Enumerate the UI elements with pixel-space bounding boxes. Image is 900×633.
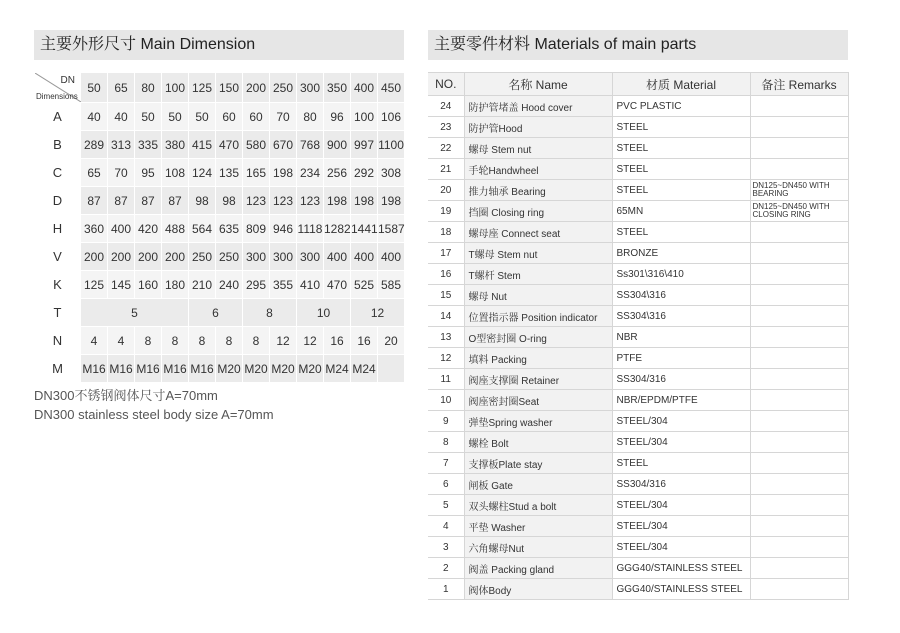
materials-row xyxy=(428,159,848,180)
dn-header-cell: 350 xyxy=(324,73,351,103)
part-no: 17 xyxy=(428,243,464,264)
dimension-row xyxy=(35,243,405,271)
dimension-cell: M20 xyxy=(297,355,324,383)
dimension-cell: 200 xyxy=(81,243,108,271)
dimension-cell-merged: 6 xyxy=(189,299,243,327)
part-material: STEEL xyxy=(612,222,750,243)
corner-dimensions-label: Dimensions xyxy=(36,92,78,101)
part-material: STEEL/304 xyxy=(612,537,750,558)
dimension-cell-merged: 12 xyxy=(351,299,405,327)
part-no: 10 xyxy=(428,390,464,411)
materials-row xyxy=(428,306,848,327)
materials-row xyxy=(428,558,848,579)
dimension-cell: 313 xyxy=(108,131,135,159)
part-no: 23 xyxy=(428,117,464,138)
dimension-cell: 1118 xyxy=(297,215,324,243)
part-name: T螺杆 Stem xyxy=(464,264,612,285)
row-label: C xyxy=(35,159,81,187)
dimension-cell: 123 xyxy=(270,187,297,215)
part-remarks xyxy=(750,411,848,432)
dimension-cell: 180 xyxy=(162,271,189,299)
dimension-cell: 250 xyxy=(189,243,216,271)
part-remarks xyxy=(750,369,848,390)
materials-row xyxy=(428,432,848,453)
part-remarks xyxy=(750,495,848,516)
part-remarks xyxy=(750,432,848,453)
part-material: SS304\316 xyxy=(612,306,750,327)
part-material: SS304/316 xyxy=(612,369,750,390)
dn-header-cell: 50 xyxy=(81,73,108,103)
dimension-cell: 198 xyxy=(378,187,405,215)
part-remarks xyxy=(750,243,848,264)
part-no: 6 xyxy=(428,474,464,495)
dimension-row xyxy=(35,215,405,243)
part-name: 位置指示器 Position indicator xyxy=(464,306,612,327)
part-remarks xyxy=(750,537,848,558)
materials-row xyxy=(428,348,848,369)
dimension-cell: 470 xyxy=(216,131,243,159)
dimension-cell: 1282 xyxy=(324,215,351,243)
materials-row xyxy=(428,474,848,495)
dimension-cell: 809 xyxy=(243,215,270,243)
part-remarks xyxy=(750,390,848,411)
part-material: STEEL/304 xyxy=(612,516,750,537)
materials-row xyxy=(428,138,848,159)
dimension-cell: 198 xyxy=(324,187,351,215)
part-no: 8 xyxy=(428,432,464,453)
part-name: 螺母 Nut xyxy=(464,285,612,306)
dimension-cell: 292 xyxy=(351,159,378,187)
part-remarks xyxy=(750,264,848,285)
part-material: STEEL/304 xyxy=(612,432,750,453)
dimension-cell: M16 xyxy=(162,355,189,383)
dimension-cell: 1587 xyxy=(378,215,405,243)
row-label: A xyxy=(35,103,81,131)
dimension-cell: 50 xyxy=(189,103,216,131)
dimension-cell: 40 xyxy=(108,103,135,131)
note-en: DN300 stainless steel body size A=70mm xyxy=(34,407,274,422)
part-no: 14 xyxy=(428,306,464,327)
dimension-cell-merged: 10 xyxy=(297,299,351,327)
dimension-cell: 4 xyxy=(108,327,135,355)
part-name: T螺母 Stem nut xyxy=(464,243,612,264)
part-remarks xyxy=(750,159,848,180)
part-material: SS304\316 xyxy=(612,285,750,306)
dimension-row xyxy=(35,103,405,131)
dimension-cell: 200 xyxy=(108,243,135,271)
dimension-cell: 200 xyxy=(135,243,162,271)
dimension-row xyxy=(35,131,405,159)
part-no: 18 xyxy=(428,222,464,243)
part-name: 阀座密封圈Seat xyxy=(464,390,612,411)
dimension-cell: 98 xyxy=(189,187,216,215)
dimension-cell: 8 xyxy=(216,327,243,355)
part-name: 支撑板Plate stay xyxy=(464,453,612,474)
dimension-cell: 400 xyxy=(324,243,351,271)
part-remarks xyxy=(750,516,848,537)
dimension-cell: M16 xyxy=(189,355,216,383)
dimension-cell: 20 xyxy=(378,327,405,355)
header-remarks: 备注 Remarks xyxy=(750,73,848,96)
dimension-cell: M24 xyxy=(324,355,351,383)
dimension-cell: M16 xyxy=(108,355,135,383)
dimension-cell: M20 xyxy=(216,355,243,383)
materials-row xyxy=(428,537,848,558)
part-material: GGG40/STAINLESS STEEL xyxy=(612,558,750,579)
part-remarks xyxy=(750,327,848,348)
dimension-cell: M16 xyxy=(81,355,108,383)
dimension-cell: 98 xyxy=(216,187,243,215)
materials-row xyxy=(428,201,848,222)
dimension-cell: 300 xyxy=(297,243,324,271)
part-name: 螺母座 Connect seat xyxy=(464,222,612,243)
part-no: 2 xyxy=(428,558,464,579)
materials-row xyxy=(428,243,848,264)
part-name: 平垫 Washer xyxy=(464,516,612,537)
dimension-cell: 87 xyxy=(108,187,135,215)
note-cn: DN300不锈钢阀体尺寸A=70mm xyxy=(34,388,218,403)
dn-header-cell: 250 xyxy=(270,73,297,103)
part-material: STEEL xyxy=(612,453,750,474)
part-remarks: DN125~DN450 WITH CLOSING RING xyxy=(750,201,848,222)
materials-row xyxy=(428,411,848,432)
dimension-cell: 295 xyxy=(243,271,270,299)
dimension-cell: 108 xyxy=(162,159,189,187)
part-remarks: DN125~DN450 WITH BEARING xyxy=(750,180,848,201)
dimension-cell: 997 xyxy=(351,131,378,159)
dimension-cell: 8 xyxy=(189,327,216,355)
part-material: SS304/316 xyxy=(612,474,750,495)
part-remarks xyxy=(750,474,848,495)
part-name: O型密封圈 O-ring xyxy=(464,327,612,348)
dimension-cell: 60 xyxy=(243,103,270,131)
part-remarks xyxy=(750,348,848,369)
dimension-cell: 12 xyxy=(270,327,297,355)
materials-row xyxy=(428,180,848,201)
part-no: 9 xyxy=(428,411,464,432)
dimension-cell: 400 xyxy=(108,215,135,243)
materials-row xyxy=(428,117,848,138)
row-label: N xyxy=(35,327,81,355)
dimension-cell: 240 xyxy=(216,271,243,299)
part-no: 7 xyxy=(428,453,464,474)
dimension-cell: 380 xyxy=(162,131,189,159)
part-no: 1 xyxy=(428,579,464,600)
dimension-cell: 415 xyxy=(189,131,216,159)
row-label: V xyxy=(35,243,81,271)
materials-row xyxy=(428,453,848,474)
dimension-cell: 40 xyxy=(81,103,108,131)
dimension-cell: 768 xyxy=(297,131,324,159)
part-no: 21 xyxy=(428,159,464,180)
part-no: 20 xyxy=(428,180,464,201)
corner-dn-label: DN xyxy=(60,75,75,86)
dimension-cell: 564 xyxy=(189,215,216,243)
part-no: 3 xyxy=(428,537,464,558)
materials-row xyxy=(428,96,848,117)
dn-header-cell: 125 xyxy=(189,73,216,103)
dimension-row xyxy=(35,159,405,187)
dimension-cell: 488 xyxy=(162,215,189,243)
part-remarks xyxy=(750,558,848,579)
dimension-cell: M24 xyxy=(351,355,378,383)
dimension-table xyxy=(34,72,405,383)
dimension-row xyxy=(35,187,405,215)
dimension-cell: 8 xyxy=(243,327,270,355)
dn-header-cell: 300 xyxy=(297,73,324,103)
materials-header-row xyxy=(428,73,848,96)
dimension-cell: M20 xyxy=(243,355,270,383)
part-material: GGG40/STAINLESS STEEL xyxy=(612,579,750,600)
part-remarks xyxy=(750,96,848,117)
dimension-cell: 335 xyxy=(135,131,162,159)
dimension-cell: 50 xyxy=(162,103,189,131)
dimension-cell: 96 xyxy=(324,103,351,131)
part-remarks xyxy=(750,117,848,138)
dimension-cell: 165 xyxy=(243,159,270,187)
dimension-cell: 308 xyxy=(378,159,405,187)
dimension-cell: 420 xyxy=(135,215,162,243)
dimension-cell: M16 xyxy=(135,355,162,383)
dimension-cell: 16 xyxy=(351,327,378,355)
row-label: T xyxy=(35,299,81,327)
part-material: STEEL xyxy=(612,117,750,138)
part-material: BRONZE xyxy=(612,243,750,264)
dimension-cell: 145 xyxy=(108,271,135,299)
dimension-cell: 12 xyxy=(297,327,324,355)
dimension-cell: 670 xyxy=(270,131,297,159)
dimension-cell: 635 xyxy=(216,215,243,243)
materials-row xyxy=(428,579,848,600)
dn-header-cell: 80 xyxy=(135,73,162,103)
materials-row xyxy=(428,516,848,537)
dimension-cell: 8 xyxy=(162,327,189,355)
dimension-cell: 289 xyxy=(81,131,108,159)
dimension-cell: 1100 xyxy=(378,131,405,159)
part-material: Ss301\316\410 xyxy=(612,264,750,285)
row-label: M xyxy=(35,355,81,383)
part-name: 阀盖 Packing gland xyxy=(464,558,612,579)
row-label: H xyxy=(35,215,81,243)
dimension-cell: 360 xyxy=(81,215,108,243)
dimension-cell: 160 xyxy=(135,271,162,299)
part-name: 六角螺母Nut xyxy=(464,537,612,558)
dimension-cell: 50 xyxy=(135,103,162,131)
part-no: 16 xyxy=(428,264,464,285)
part-no: 22 xyxy=(428,138,464,159)
dimension-cell: 400 xyxy=(378,243,405,271)
materials-row xyxy=(428,264,848,285)
dimension-cell xyxy=(378,355,405,383)
dn-header-cell: 400 xyxy=(351,73,378,103)
dimension-cell: 8 xyxy=(135,327,162,355)
part-material: NBR/EPDM/PTFE xyxy=(612,390,750,411)
part-remarks xyxy=(750,579,848,600)
dn-header-cell: 65 xyxy=(108,73,135,103)
row-label: B xyxy=(35,131,81,159)
part-name: 闸板 Gate xyxy=(464,474,612,495)
part-material: NBR xyxy=(612,327,750,348)
dimension-cell: 198 xyxy=(351,187,378,215)
part-name: 螺母 Stem nut xyxy=(464,138,612,159)
part-name: 阀座支撑圈 Retainer xyxy=(464,369,612,390)
part-no: 11 xyxy=(428,369,464,390)
dimension-cell: 135 xyxy=(216,159,243,187)
part-remarks xyxy=(750,285,848,306)
dimension-cell: 355 xyxy=(270,271,297,299)
dimension-cell-merged: 5 xyxy=(81,299,189,327)
header-no: NO. xyxy=(428,73,464,96)
materials-row xyxy=(428,285,848,306)
materials-table xyxy=(428,72,849,600)
dimension-cell: 256 xyxy=(324,159,351,187)
part-name: 推力轴承 Bearing xyxy=(464,180,612,201)
dimension-cell: 400 xyxy=(351,243,378,271)
materials-row xyxy=(428,222,848,243)
part-remarks xyxy=(750,306,848,327)
part-material: PVC PLASTIC xyxy=(612,96,750,117)
part-name: 防护管Hood xyxy=(464,117,612,138)
dimension-cell: 60 xyxy=(216,103,243,131)
materials-row xyxy=(428,390,848,411)
part-material: STEEL xyxy=(612,159,750,180)
materials-row xyxy=(428,327,848,348)
dimension-cell: 585 xyxy=(378,271,405,299)
part-no: 12 xyxy=(428,348,464,369)
dn-header-cell: 150 xyxy=(216,73,243,103)
part-name: 挡圈 Closing ring xyxy=(464,201,612,222)
dimension-cell: 900 xyxy=(324,131,351,159)
part-material: 65MN xyxy=(612,201,750,222)
dimension-cell: 65 xyxy=(81,159,108,187)
part-name: 螺栓 Bolt xyxy=(464,432,612,453)
part-no: 5 xyxy=(428,495,464,516)
header-material: 材质 Material xyxy=(612,73,750,96)
dimension-row-t xyxy=(35,299,405,327)
dimension-cell: 70 xyxy=(108,159,135,187)
dimension-cell: 580 xyxy=(243,131,270,159)
dimension-row-m xyxy=(35,355,405,383)
dimension-row xyxy=(35,271,405,299)
dimension-cell-merged: 8 xyxy=(243,299,297,327)
dimension-cell: 87 xyxy=(135,187,162,215)
part-no: 24 xyxy=(428,96,464,117)
dn-header-cell: 450 xyxy=(378,73,405,103)
dimension-cell: 250 xyxy=(216,243,243,271)
part-no: 4 xyxy=(428,516,464,537)
dimension-cell: 124 xyxy=(189,159,216,187)
part-name: 手轮Handwheel xyxy=(464,159,612,180)
part-name: 弹垫Spring washer xyxy=(464,411,612,432)
dimension-cell: 300 xyxy=(243,243,270,271)
dimension-row-n xyxy=(35,327,405,355)
notes xyxy=(34,386,274,424)
part-no: 19 xyxy=(428,201,464,222)
part-name: 防护管堵盖 Hood cover xyxy=(464,96,612,117)
dimension-cell: 70 xyxy=(270,103,297,131)
dimension-cell: 234 xyxy=(297,159,324,187)
part-name: 双头螺柱Stud a bolt xyxy=(464,495,612,516)
dimension-cell: 16 xyxy=(324,327,351,355)
part-name: 阀体Body xyxy=(464,579,612,600)
dimension-cell: 198 xyxy=(270,159,297,187)
dimension-cell: 80 xyxy=(297,103,324,131)
dimension-cell: 100 xyxy=(351,103,378,131)
part-no: 13 xyxy=(428,327,464,348)
dimension-cell: 106 xyxy=(378,103,405,131)
row-label: D xyxy=(35,187,81,215)
dimension-cell: 410 xyxy=(297,271,324,299)
materials-row xyxy=(428,369,848,390)
dimension-cell: 1441 xyxy=(351,215,378,243)
part-material: STEEL/304 xyxy=(612,495,750,516)
dimension-header-row xyxy=(35,73,405,103)
part-no: 15 xyxy=(428,285,464,306)
materials-row xyxy=(428,495,848,516)
row-label: K xyxy=(35,271,81,299)
dimension-cell: 123 xyxy=(243,187,270,215)
dimension-cell: 87 xyxy=(81,187,108,215)
part-material: STEEL xyxy=(612,180,750,201)
dimension-cell: 210 xyxy=(189,271,216,299)
part-material: PTFE xyxy=(612,348,750,369)
dn-header-cell: 200 xyxy=(243,73,270,103)
dimension-cell: 300 xyxy=(270,243,297,271)
dimension-cell: 470 xyxy=(324,271,351,299)
dimension-cell: 87 xyxy=(162,187,189,215)
part-remarks xyxy=(750,138,848,159)
dimension-cell: 4 xyxy=(81,327,108,355)
dimension-cell: 123 xyxy=(297,187,324,215)
dimension-cell: 200 xyxy=(162,243,189,271)
dimension-cell: 125 xyxy=(81,271,108,299)
dimension-cell: M20 xyxy=(270,355,297,383)
part-remarks xyxy=(750,222,848,243)
dimension-cell: 946 xyxy=(270,215,297,243)
dimension-cell: 525 xyxy=(351,271,378,299)
dn-dimensions-corner xyxy=(35,73,81,103)
main-dimension-title: 主要外形尺寸 Main Dimension xyxy=(34,30,404,60)
part-name: 填料 Packing xyxy=(464,348,612,369)
part-material: STEEL/304 xyxy=(612,411,750,432)
dn-header-cell: 100 xyxy=(162,73,189,103)
dimension-cell: 95 xyxy=(135,159,162,187)
header-name: 名称 Name xyxy=(464,73,612,96)
part-remarks xyxy=(750,453,848,474)
part-material: STEEL xyxy=(612,138,750,159)
materials-title: 主要零件材料 Materials of main parts xyxy=(428,30,848,60)
